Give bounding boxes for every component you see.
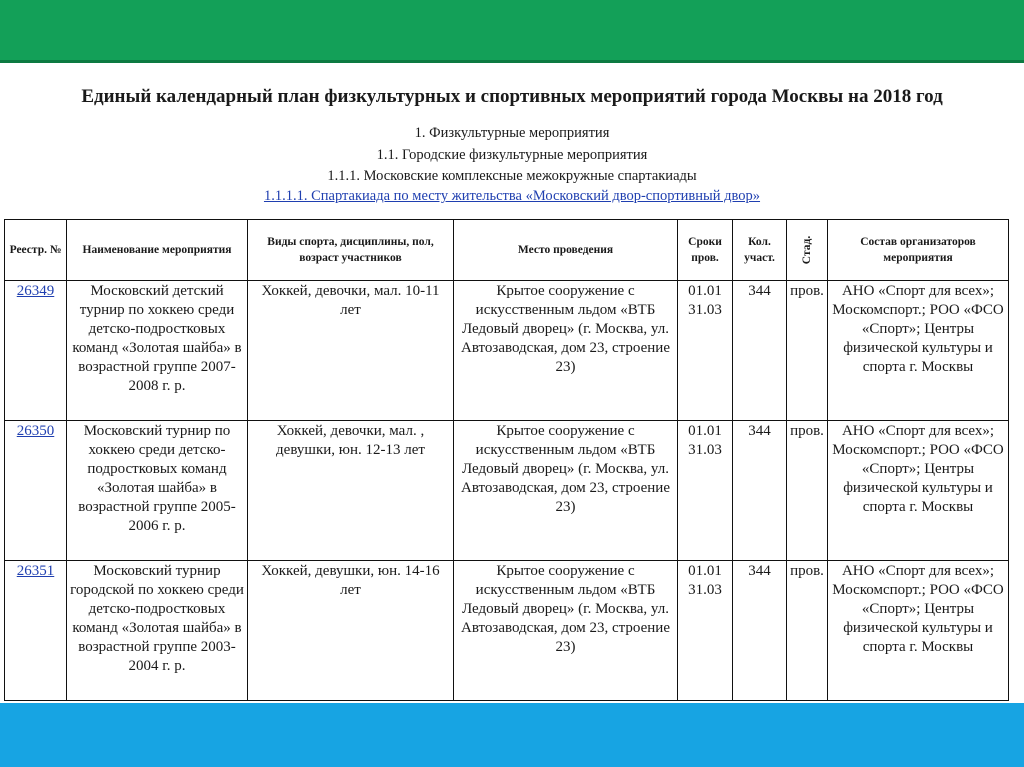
table-header-row	[5, 220, 1009, 281]
section-heading-1: 1. Физкультурные мероприятия	[414, 125, 610, 141]
document-title: Единый календарный план физкультурных и спортивных мероприятий города Москвы на 2018 год	[81, 86, 943, 107]
section-heading-1-1: 1.1. Городские физкультурные мероприятия	[376, 147, 648, 163]
row-stage-cell: пров.	[787, 281, 828, 421]
row-count-cell: 344	[733, 421, 787, 561]
header-stage: Стад.	[787, 220, 828, 281]
table-row	[5, 561, 1009, 701]
date-start: 01.01	[688, 563, 722, 579]
row-name-cell: Московский детский турнир по хоккею среди детско-подростковых команд «Золотая шайба» в возрастной группе 2007-2008 г. р.	[67, 281, 248, 421]
date-end: 31.03	[688, 442, 722, 458]
section-link-1-1-1-1[interactable]: 1.1.1.1. Спартакиада по месту жительства «Московский двор-спортивный двор»	[263, 188, 761, 204]
row-reg-cell	[5, 281, 67, 421]
row-place-cell: Крытое сооружение с искусственным льдом «ВТБ Ледовый дворец» (г. Москва, ул. Автозаводская, дом 23, строение 23)	[454, 421, 678, 561]
row-count-cell: 344	[733, 561, 787, 701]
header-sports: Виды спорта, дисциплины, пол, возраст участников	[248, 220, 454, 281]
row-count-cell: 344	[733, 281, 787, 421]
document-page	[0, 63, 1024, 703]
header-dates: Сроки пров.	[678, 220, 733, 281]
date-start: 01.01	[688, 283, 722, 299]
row-sports-cell: Хоккей, девочки, мал. 10-11 лет	[248, 281, 454, 421]
row-stage-cell: пров.	[787, 421, 828, 561]
top-green-bar	[0, 0, 1024, 60]
table-row	[5, 281, 1009, 421]
row-sports-cell: Хоккей, девочки, мал. , девушки, юн. 12-13 лет	[248, 421, 454, 561]
row-stage-cell: пров.	[787, 561, 828, 701]
row-name-cell: Московский турнир городской по хоккею среди детско-подростковых команд «Золотая шайба» в возрастной группе 2003-2004 г. р.	[67, 561, 248, 701]
section-heading-1-1-1: 1.1.1. Московские комплексные межокружные спартакиады	[327, 168, 697, 184]
reg-link[interactable]: 26349	[16, 283, 55, 299]
bottom-blue-bar	[0, 703, 1024, 767]
row-dates-cell	[678, 561, 733, 701]
reg-link[interactable]: 26350	[16, 423, 55, 439]
table-row	[5, 421, 1009, 561]
header-name: Наименование мероприятия	[67, 220, 248, 281]
row-org-cell: АНО «Спорт для всех»; Москомспорт.; РОО «ФСО «Спорт»; Центры физической культуры и спорта г. Москвы	[828, 281, 1009, 421]
row-name-cell: Московский турнир по хоккею среди детско-подростковых команд «Золотая шайба» в возрастной группе 2005-2006 г. р.	[67, 421, 248, 561]
row-dates-cell	[678, 281, 733, 421]
row-dates-cell	[678, 421, 733, 561]
row-org-cell: АНО «Спорт для всех»; Москомспорт.; РОО «ФСО «Спорт»; Центры физической культуры и спорта г. Москвы	[828, 421, 1009, 561]
reg-link[interactable]: 26351	[16, 563, 55, 579]
header-org: Состав организаторов мероприятия	[828, 220, 1009, 281]
header-place: Место проведения	[454, 220, 678, 281]
events-table	[4, 219, 1009, 701]
row-sports-cell: Хоккей, девушки, юн. 14-16 лет	[248, 561, 454, 701]
row-reg-cell	[5, 421, 67, 561]
row-reg-cell	[5, 561, 67, 701]
header-reg: Реестр. №	[5, 220, 67, 281]
date-end: 31.03	[688, 582, 722, 598]
row-place-cell: Крытое сооружение с искусственным льдом «ВТБ Ледовый дворец» (г. Москва, ул. Автозаводская, дом 23, строение 23)	[454, 561, 678, 701]
date-end: 31.03	[688, 302, 722, 318]
header-count: Кол. участ.	[733, 220, 787, 281]
row-place-cell: Крытое сооружение с искусственным льдом «ВТБ Ледовый дворец» (г. Москва, ул. Автозаводская, дом 23, строение 23)	[454, 281, 678, 421]
row-org-cell: АНО «Спорт для всех»; Москомспорт.; РОО «ФСО «Спорт»; Центры физической культуры и спорта г. Москвы	[828, 561, 1009, 701]
date-start: 01.01	[688, 423, 722, 439]
